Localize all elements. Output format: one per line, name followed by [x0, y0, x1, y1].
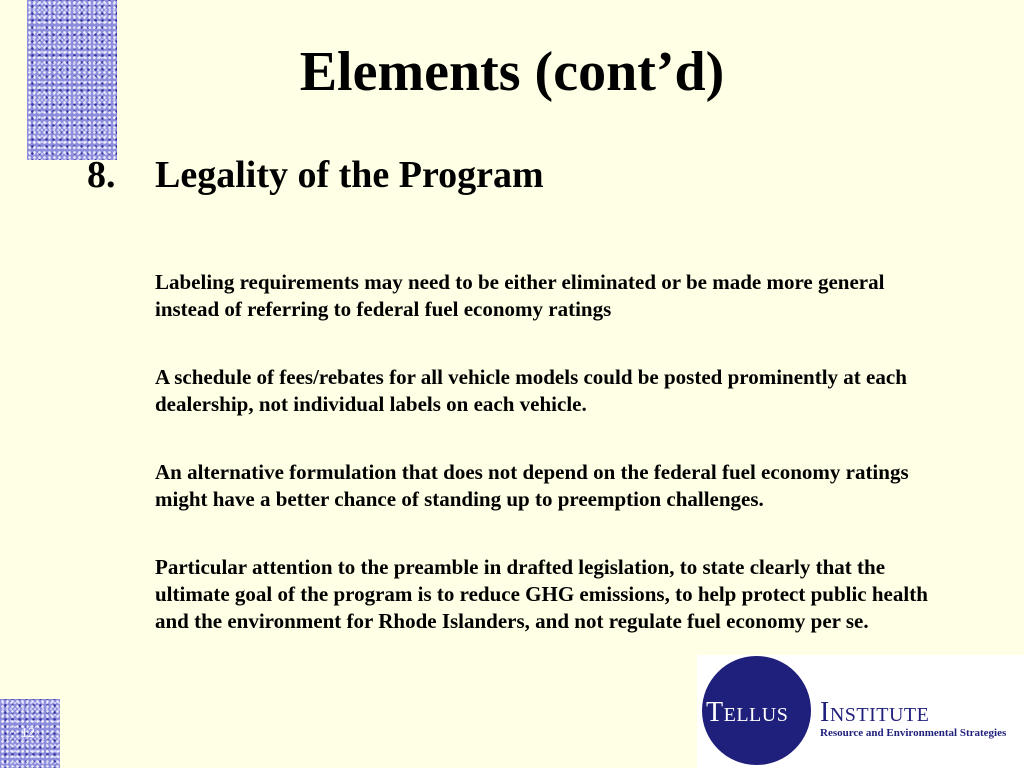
section-heading-text: Legality of the Program — [155, 154, 544, 196]
logo-word-institute: Institute — [820, 697, 930, 728]
paragraph-schedule: A schedule of fees/rebates for all vehicle models could be posted prominently at each dealership, not individual labels on each vehicle. — [155, 365, 907, 416]
slide-number: 12 — [21, 726, 35, 741]
logo-tagline: Resource and Environmental Strategies — [820, 727, 1007, 739]
slide-title: Elements (cont’d) — [299, 41, 725, 103]
body-text — [155, 269, 945, 676]
paragraph-preamble: Particular attention to the preamble in drafted legislation, to state clearly that the ultimate goal of the program is to reduce GHG emissions, to help protect public health and the environment for Rhode Islanders, and not regulate fuel economy per se. — [155, 555, 928, 633]
paragraph-alternative: An alternative formulation that does not depend on the federal fuel economy ratings might have a better chance of standing up to preemption challenges. — [155, 460, 909, 511]
logo-word-tellus: Tellus — [706, 697, 789, 728]
paragraph-labeling: Labeling requirements may need to be either eliminated or be made more general instead of referring to federal fuel economy ratings — [155, 270, 885, 321]
section-number: 8. — [87, 154, 116, 196]
